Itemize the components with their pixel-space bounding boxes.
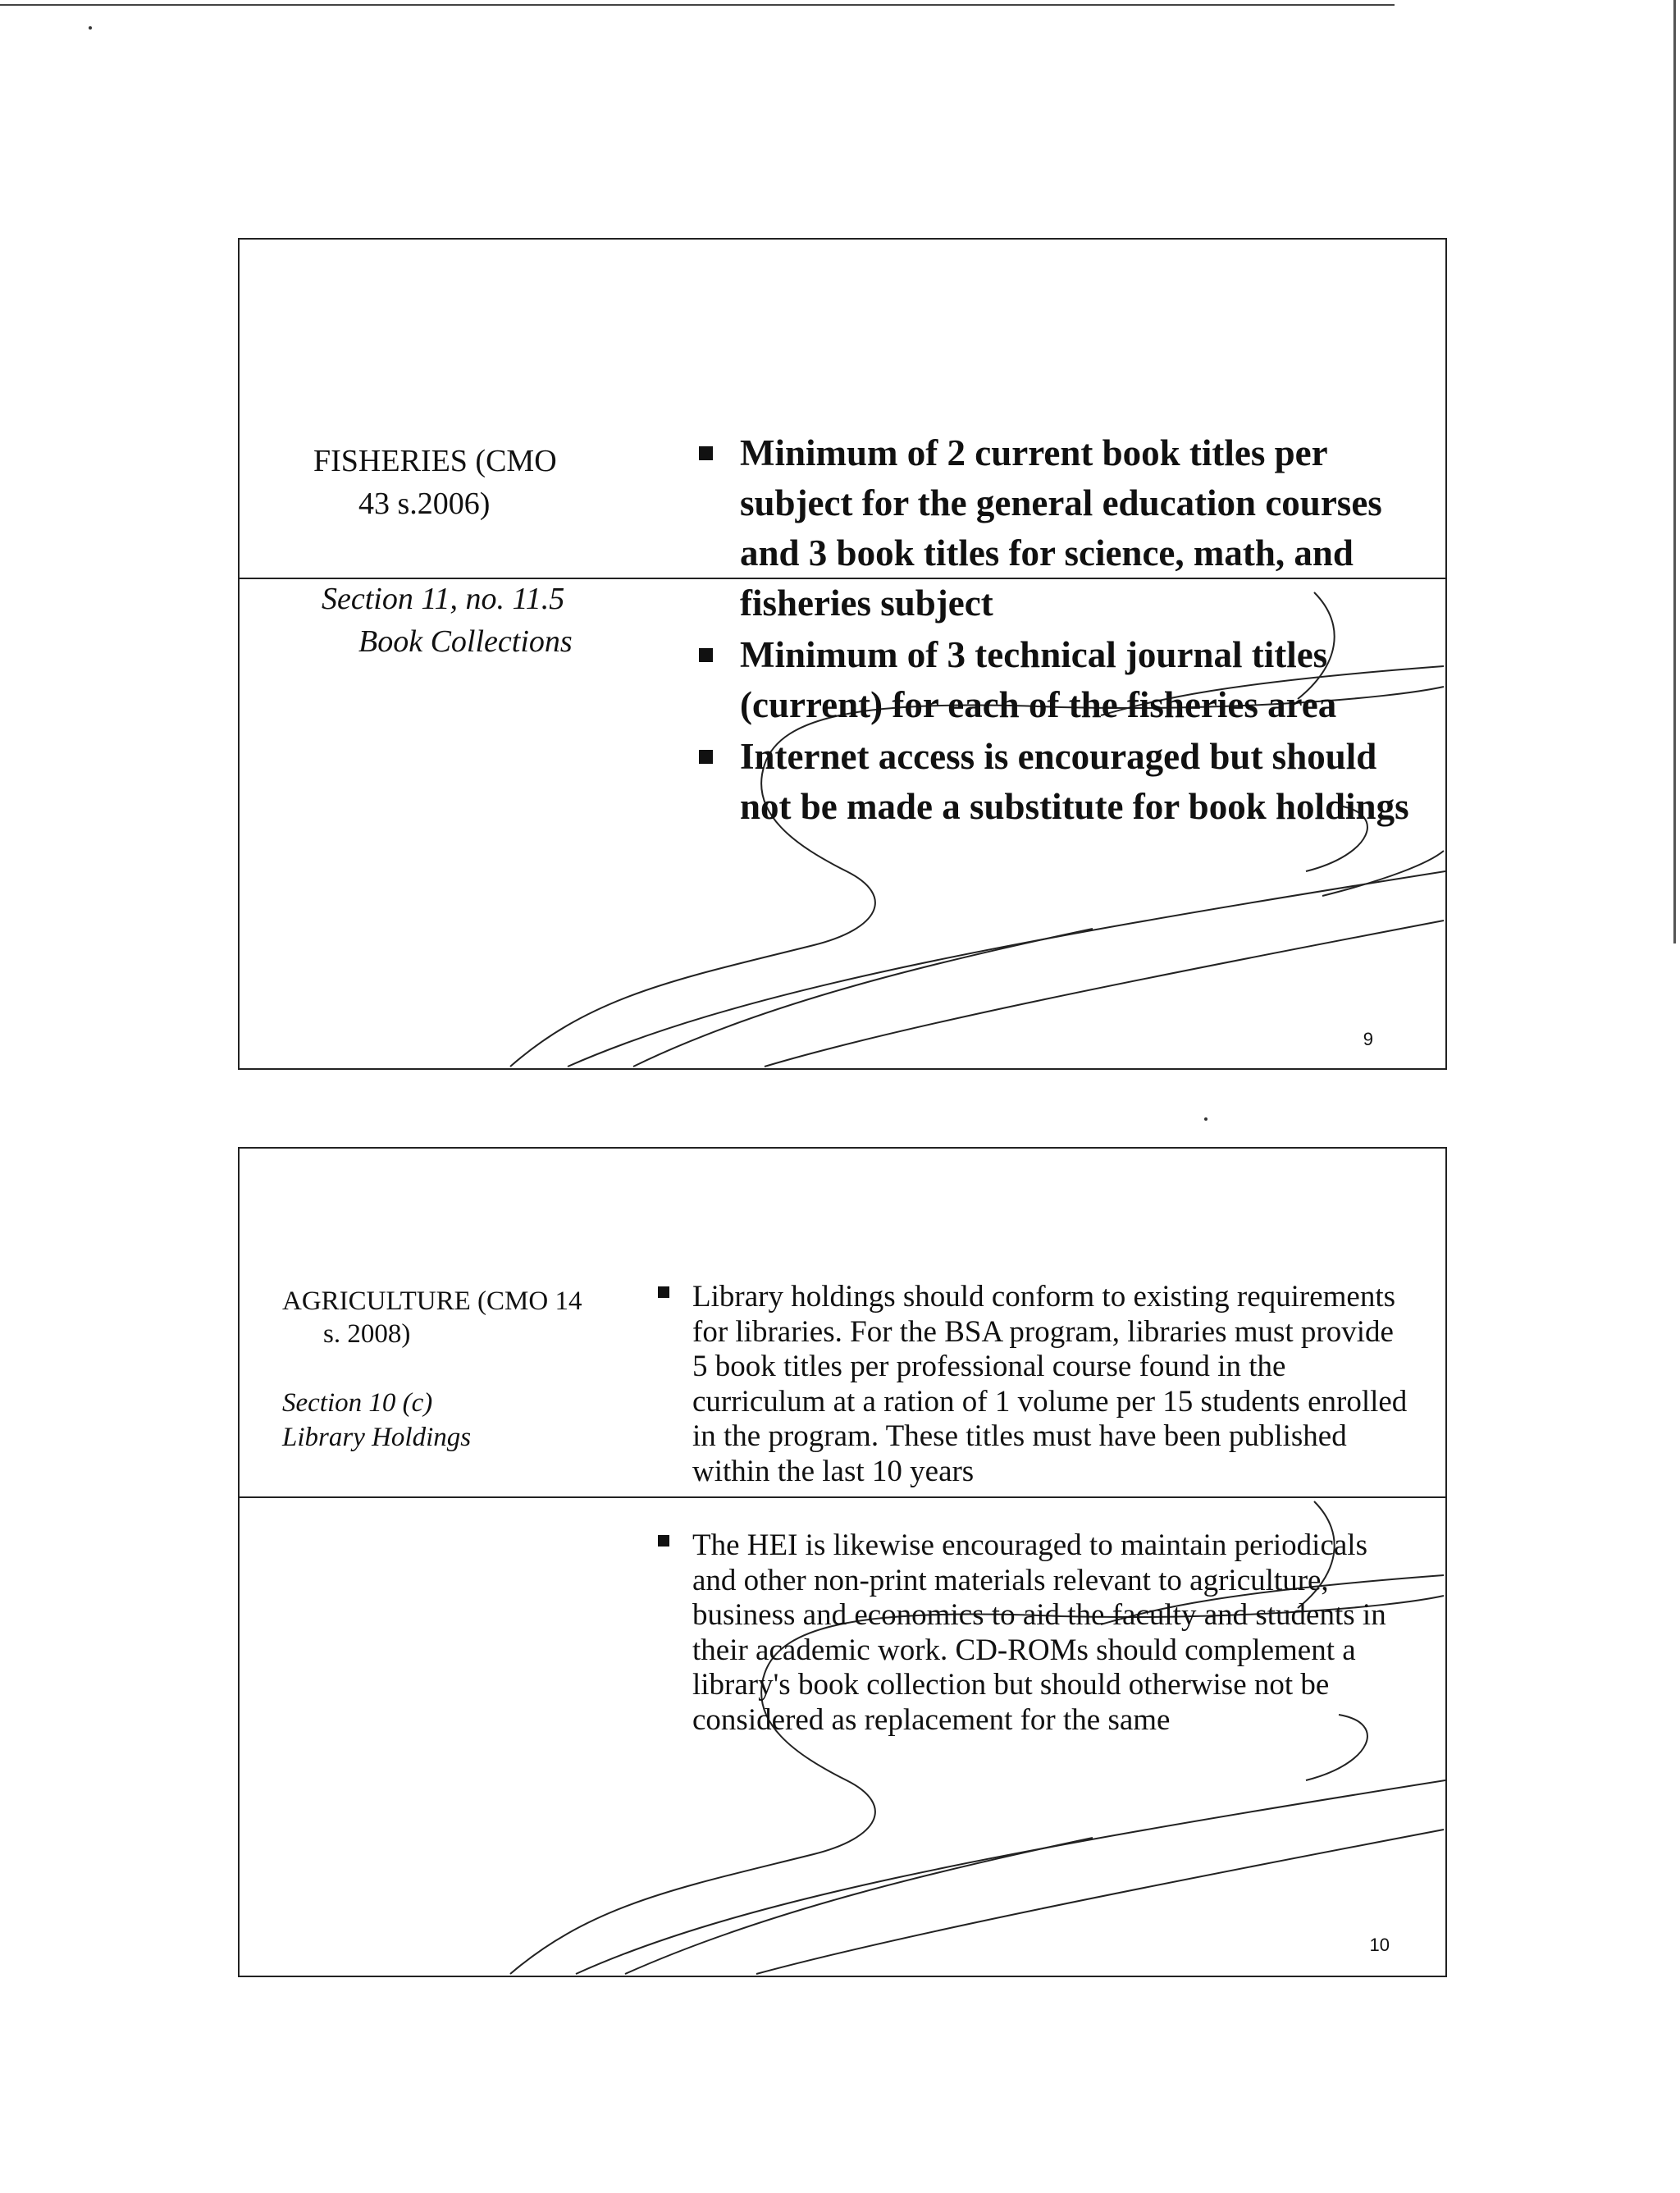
scan-edge-line [1673, 0, 1676, 943]
slide-heading: AGRICULTURE (CMO 14 [282, 1286, 582, 1316]
section-title: Library Holdings [282, 1423, 472, 1452]
scan-speck [89, 26, 92, 30]
list-item: Library holdings should conform to existing requirements for libraries. For the BSA program, libraries must provide 5 book titles per professional course found in the curriculum at a ration of 1 volume per 15 students enrolled in the program. These titles must have been published within the last 10 years [692, 1280, 1414, 1489]
scan-speck [1204, 1117, 1208, 1121]
page-top-rule [0, 4, 1395, 6]
bullet-list [692, 1280, 1414, 1738]
slide-heading-cont: 43 s.2006) [358, 487, 491, 521]
section-ref: Section 10 (c) [282, 1388, 433, 1418]
slide-heading: FISHERIES (CMO [313, 444, 557, 478]
list-item: Minimum of 3 technical journal titles (current) for each of the fisheries area [740, 630, 1413, 730]
page-number: 9 [1363, 1029, 1373, 1049]
slide-agriculture [238, 1147, 1447, 1977]
square-bullet-icon [658, 1286, 669, 1298]
square-bullet-icon [699, 750, 713, 764]
square-bullet-icon [658, 1535, 669, 1547]
slide-heading-cont: s. 2008) [323, 1319, 411, 1349]
slide-fisheries [238, 238, 1447, 1070]
bullet-list [740, 428, 1413, 834]
section-ref: Section 11, no. 11.5 [322, 582, 565, 616]
list-item: Minimum of 2 current book titles per subject for the general education courses and 3 book titles for science, math, and fisheries subject [740, 428, 1413, 628]
list-item: Internet access is encouraged but should not be made a substitute for book holdings [740, 732, 1413, 832]
square-bullet-icon [699, 446, 713, 460]
list-item: The HEI is likewise encouraged to maintain periodicals and other non-print materials relevant to agriculture, business and economics to aid the faculty and students in their academic work. CD-ROMs should complement a library's book collection but should otherwise not be considered as replacement for the same [692, 1528, 1414, 1738]
page-number: 10 [1369, 1935, 1390, 1955]
section-title: Book Collections [358, 624, 573, 659]
square-bullet-icon [699, 648, 713, 662]
